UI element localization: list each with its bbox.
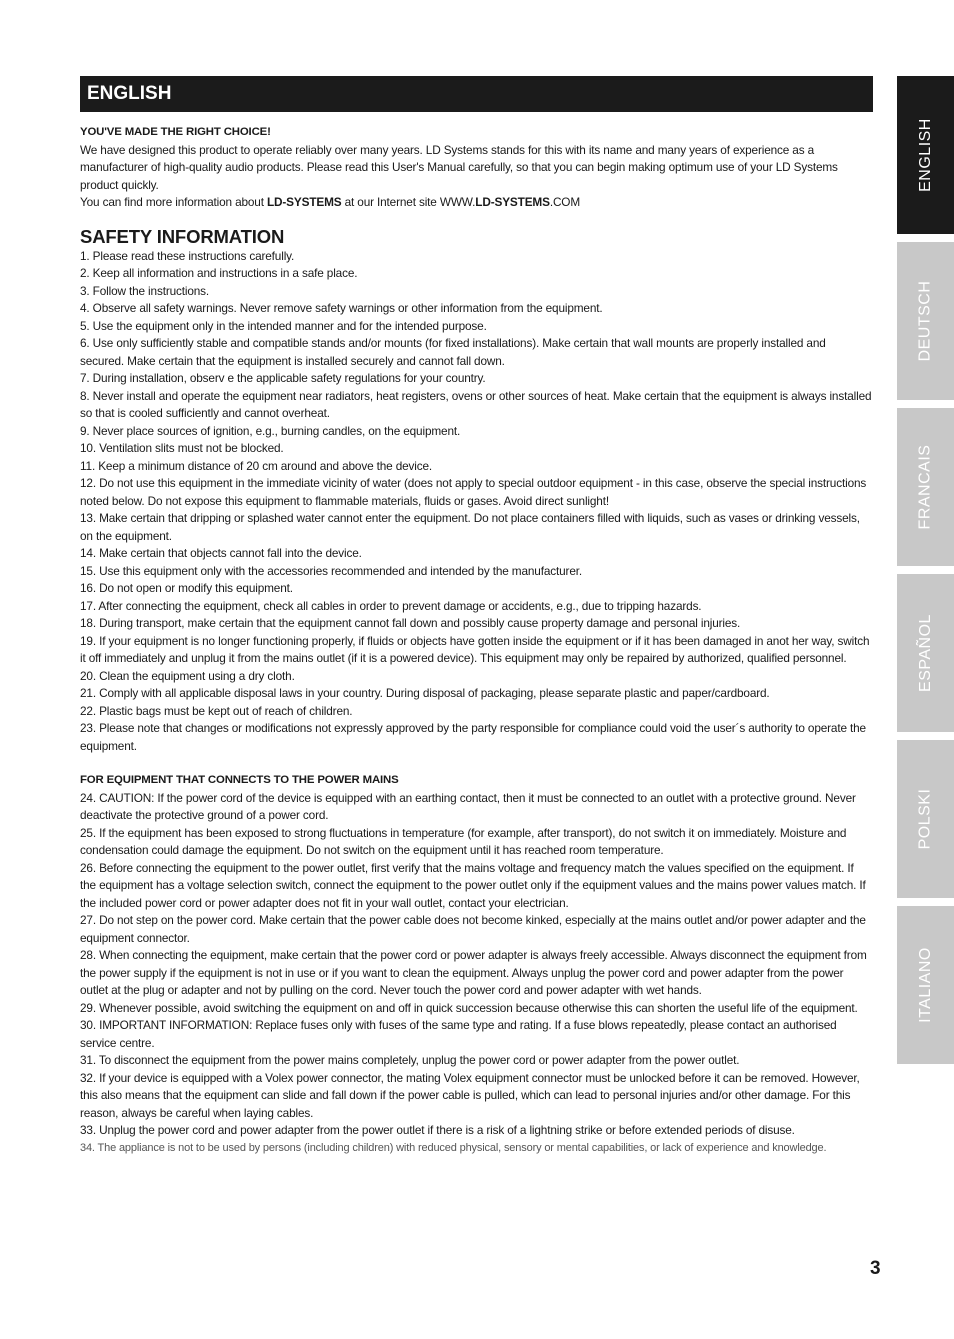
power-heading: FOR EQUIPMENT THAT CONNECTS TO THE POWER MAINS xyxy=(80,774,399,786)
safety-title: SAFETY INFORMATION xyxy=(80,225,285,247)
tab-polski[interactable] xyxy=(897,740,954,898)
list-item: 28. When connecting the equipment, make certain that the power cord or power adapter is always freely accessible. Always disconnect the equipment from the power supply if the equipment is not in use or if you want to clean the equipment. Always unplug the power cord and power adapter from the power outlet at the plug or adapter and not by pulling on the cord. Never touch the power cord and power adapter with wet hands. xyxy=(80,948,867,997)
tab-label: ITALIANO xyxy=(916,947,934,1023)
list-item: 31. To disconnect the equipment from the power mains completely, unplug the power cord or power adapter from the power outlet. xyxy=(80,1053,740,1067)
intro-heading: YOU'VE MADE THE RIGHT CHOICE! xyxy=(80,126,271,138)
safety-list xyxy=(80,248,872,756)
info-brand: LD-SYSTEMS xyxy=(266,195,342,209)
list-item: 26. Before connecting the equipment to the power outlet, first verify that the mains voltage and frequency match the values specified on the equipment. If the equipment has a voltage selection switch, connect the equipment to the power outlet only if the equipment values and the mains power values match. If the included power cord or power adapter does not fit in your wall outlet, contact your electrician. xyxy=(80,860,866,910)
list-item: 9. Never place sources of ignition, e.g., burning candles, on the equipment. xyxy=(80,423,461,438)
list-item: 10. Ventilation slits must not be blocked. xyxy=(80,441,284,455)
power-list xyxy=(80,790,872,1158)
intro-paragraph: We have designed this product to operate reliably over many years. LD Systems stands for this with its name and many years of experience as a manufacturer of high-quality audio products. Please read this User's Manual carefully, so that you can begin making optimum use of your LD Systems product quickly. xyxy=(80,142,838,192)
tab-espanol[interactable] xyxy=(897,574,954,732)
list-item: 2. Keep all information and instructions in a safe place. xyxy=(80,266,358,280)
list-item: 32. If your device is equipped with a Volex power connector, the mating Volex equipment connector must be unlocked before it can be removed. However, this also means that the equipment can slide and fall down if the power cable is pulled, which can lead to personal injuries and/or other damage. For this reason, always be careful when laying cables. xyxy=(80,1070,860,1120)
list-item: 20. Clean the equipment using a dry cloth. xyxy=(80,668,295,683)
list-item: 34. The appliance is not to be used by persons (including children) with reduced physical, sensory or mental capabilities, or lack of experience and knowledge. xyxy=(80,1141,827,1154)
list-item: 18. During transport, make certain that the equipment cannot fall down and possibly cause property damage and personal injuries. xyxy=(80,616,741,630)
tab-label: FRANCAIS xyxy=(916,444,934,530)
tab-label: POLSKI xyxy=(916,788,934,850)
document-body xyxy=(80,124,872,1157)
list-item: 3. Follow the instructions. xyxy=(80,283,210,298)
list-item: 19. If your equipment is no longer functioning properly, if fluids or objects have gotten inside the equipment or if it has been damaged in anot her way, switch it off immediately and unplug it from the mains outlet (if it is a powered device). This equipment may only be repaired by authorized, qualified personnel. xyxy=(80,633,870,665)
section-header: ENGLISH xyxy=(80,76,873,112)
list-item: 30. IMPORTANT INFORMATION: Replace fuses only with fuses of the same type and rating. If a fuse blows repeatedly, please contact an authorised service centre. xyxy=(80,1018,837,1050)
tab-label: DEUTSCH xyxy=(916,280,934,362)
info-prefix: You can find more information about xyxy=(80,195,267,209)
tab-label: ENGLISH xyxy=(916,118,934,192)
info-brand-url: LD-SYSTEMS xyxy=(475,195,550,209)
tab-english[interactable] xyxy=(897,76,954,234)
list-item: 24. CAUTION: If the power cord of the device is equipped with an earthing contact, then it must be connected to an outlet with a protective ground. Never deactivate the protective ground of a power cord. xyxy=(80,790,856,822)
list-item: 12. Do not use this equipment in the immediate vicinity of water (does not apply to special outdoor equipment - in this case, observe the special instructions noted below. Do not expose this equipment to flammable materials, fluids or gases. Avoid direct sunlight! xyxy=(80,476,867,508)
info-middle: at our Internet site WWW. xyxy=(341,195,476,209)
page-number: 3 xyxy=(870,1258,881,1279)
list-item: 33. Unplug the power cord and power adapter from the power outlet if there is a risk of a lightning strike or before extended periods of disuse. xyxy=(80,1123,795,1137)
list-item: 23. Please note that changes or modifications not expressly approved by the party responsible for compliance could void the user´s authority to operate the equipment. xyxy=(80,721,866,753)
tab-deutsch[interactable] xyxy=(897,242,954,400)
list-item: 7. During installation, observ e the applicable safety regulations for your country. xyxy=(80,371,486,385)
tab-label: ESPAÑOL xyxy=(916,614,934,692)
list-item: 22. Plastic bags must be kept out of reach of children. xyxy=(80,703,353,718)
list-item: 29. Whenever possible, avoid switching the equipment on and off in quick succession because otherwise this can shorten the useful life of the equipment. xyxy=(80,1000,858,1015)
list-item: 27. Do not step on the power cord. Make certain that the power cable does not become kinked, especially at the mains outlet and/or power adapter and the equipment connector. xyxy=(80,913,866,945)
list-item: 11. Keep a minimum distance of 20 cm around and above the device. xyxy=(80,458,433,473)
list-item: 15. Use this equipment only with the accessories recommended and intended by the manufacturer. xyxy=(80,563,582,578)
list-item: 1. Please read these instructions carefully. xyxy=(80,248,295,263)
info-suffix: .COM xyxy=(549,195,581,209)
intro-info-line xyxy=(80,194,872,212)
list-item: 17. After connecting the equipment, check all cables in order to prevent damage or accidents, e.g., due to tripping hazards. xyxy=(80,598,702,613)
list-item: 21. Comply with all applicable disposal laws in your country. During disposal of packaging, please separate plastic and paper/cardboard. xyxy=(80,686,770,700)
list-item: 5. Use the equipment only in the intended manner and for the intended purpose. xyxy=(80,318,487,333)
list-item: 6. Use only sufficiently stable and compatible stands and/or mounts (for fixed installations). Make certain that wall mounts are properly installed and secured. Make certain that the equipment is installed securely and cannot fall down. xyxy=(80,336,826,368)
list-item: 13. Make certain that dripping or splashed water cannot enter the equipment. Do not place containers filled with liquids, such as vases or drinking vessels, on the equipment. xyxy=(80,511,860,543)
list-item: 8. Never install and operate the equipment near radiators, heat registers, ovens or other sources of heat. Make certain that the equipment is always installed so that is cooled sufficiently and cannot overheat. xyxy=(80,388,872,420)
list-item: 16. Do not open or modify this equipment. xyxy=(80,581,293,595)
tab-italiano[interactable] xyxy=(897,906,954,1064)
list-item: 25. If the equipment has been exposed to strong fluctuations in temperature (for example, after transport), do not switch it on immediately. Moisture and condensation could damage the equipment. Do not switch on the equipment until it has reached room temperature. xyxy=(80,825,847,857)
list-item: 14. Make certain that objects cannot fall into the device. xyxy=(80,546,362,560)
spacer xyxy=(80,755,872,772)
list-item: 4. Observe all safety warnings. Never remove safety warnings or other information from the equipment. xyxy=(80,301,603,315)
tab-francais[interactable] xyxy=(897,408,954,566)
